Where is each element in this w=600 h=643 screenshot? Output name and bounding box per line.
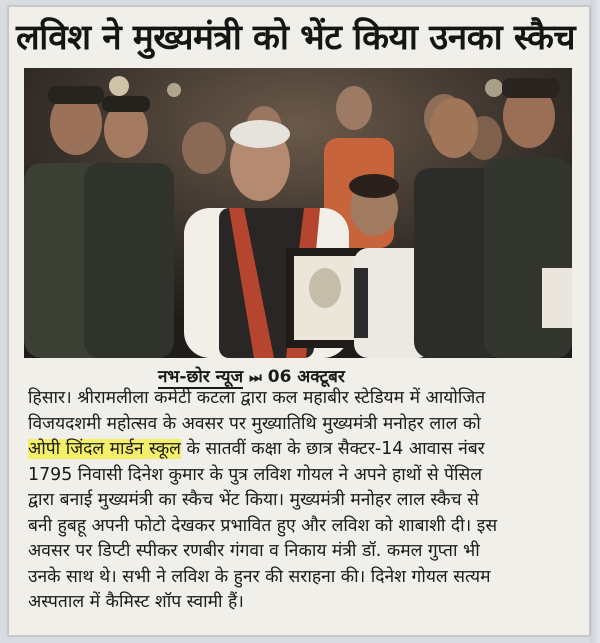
article-line: अवसर पर डिप्टी स्पीकर रणबीर गंगवा व निकाय मंत्री डॉ. कमल गुप्ता भी (28, 541, 480, 561)
article-line: बनी हुबहू अपनी फोटो देखकर प्रभावित हुए और लविश को शाबाशी दी। इस (28, 515, 498, 536)
article-line-rest: के सातवीं कक्षा के छात्र सैक्टर-14 आवास नंबर (186, 439, 485, 459)
headline: लविश ने मुख्यमंत्री को भेंट किया उनका स्कैच (16, 18, 576, 58)
article-line: 1795 निवासी दिनेश कुमार के पुत्र लविश गोयल ने अपने हाथों से पेंसिल (28, 464, 483, 485)
article-line: हिसार। श्रीरामलीला कमेटी कटला द्वारा कल महाबीर स्टेडियम में आयोजित (28, 388, 486, 408)
article-line: अस्पताल में कैमिस्ट शॉप स्वामी हैं। (28, 592, 244, 612)
article-line: उनके साथ थे। सभी ने लविश के हुनर की सराहना की। दिनेश गोयल सत्यम (28, 566, 491, 587)
news-source: नभ-छोर न्यूज (158, 367, 244, 387)
fast-forward-icon: ⏭ (249, 370, 262, 386)
scan-edge (590, 0, 600, 643)
article-line: द्वारा बनाई मुख्यमंत्री का स्कैच भेंट किया। मुख्यमंत्री मनोहर लाल स्कैच से (28, 490, 479, 510)
article-body (28, 386, 580, 616)
article-line (28, 437, 580, 463)
photo-illustration (24, 68, 572, 358)
highlighted-school-name: ओपी जिंदल मार्डन स्कूल (28, 439, 181, 459)
dateline (158, 364, 345, 387)
news-date: 06 अक्टूबर (267, 367, 345, 387)
news-photo (24, 68, 572, 358)
article-line: विजयदशमी महोत्सव के अवसर पर मुख्यातिथि मुख्यमंत्री मनोहर लाल को (28, 413, 481, 434)
